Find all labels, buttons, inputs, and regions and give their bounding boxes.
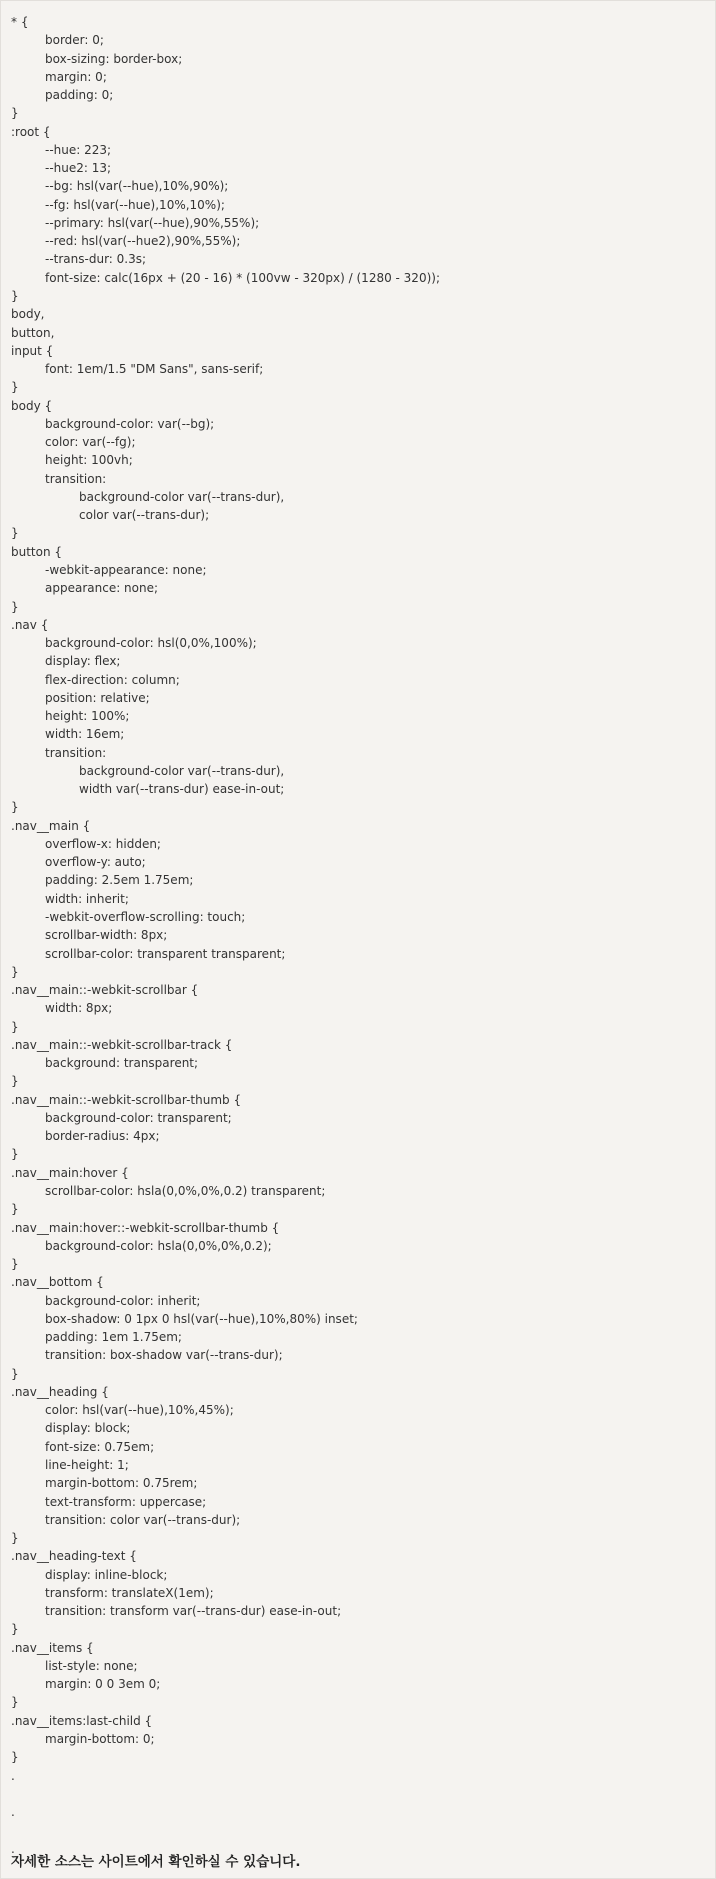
code-line: .nav { bbox=[11, 617, 49, 632]
code-line: :root { bbox=[11, 124, 51, 139]
code-line: transition: bbox=[45, 745, 107, 760]
code-line: } bbox=[11, 1750, 19, 1765]
code-line: scrollbar-width: 8px; bbox=[45, 928, 168, 943]
code-line: } bbox=[11, 964, 19, 979]
code-line: } bbox=[11, 1531, 19, 1546]
code-line bbox=[11, 1821, 701, 1839]
code-line: background-color var(--trans-dur), bbox=[79, 489, 285, 504]
code-line: margin: 0; bbox=[45, 69, 107, 84]
code-line: --hue2: 13; bbox=[45, 161, 112, 176]
code-line: transition: color var(--trans-dur); bbox=[45, 1512, 241, 1527]
code-line: --fg: hsl(var(--hue),10%,10%); bbox=[45, 197, 225, 212]
code-line: .nav__heading { bbox=[11, 1384, 109, 1399]
code-line: button, bbox=[11, 325, 55, 340]
code-line: padding: 1em 1.75em; bbox=[45, 1330, 182, 1345]
code-line: } bbox=[11, 1622, 19, 1637]
code-line: } bbox=[11, 800, 19, 815]
code-line: --primary: hsl(var(--hue),90%,55%); bbox=[45, 215, 260, 230]
code-line: margin: 0 0 3em 0; bbox=[45, 1677, 161, 1692]
code-line: color var(--trans-dur); bbox=[79, 508, 210, 523]
code-line: } bbox=[11, 1202, 19, 1217]
code-line: button { bbox=[11, 544, 63, 559]
code-line: body, bbox=[11, 307, 45, 322]
code-line: } bbox=[11, 380, 19, 395]
code-line: font-size: calc(16px + (20 - 16) * (100vw - 320px) / (1280 - 320)); bbox=[45, 270, 440, 285]
code-line: --red: hsl(var(--hue2),90%,55%); bbox=[45, 234, 241, 249]
code-line: } bbox=[11, 1074, 19, 1089]
code-line: .nav__main { bbox=[11, 818, 91, 833]
code-line: } bbox=[11, 1257, 19, 1272]
code-line bbox=[11, 1785, 701, 1803]
code-line: font: 1em/1.5 "DM Sans", sans-serif; bbox=[45, 362, 264, 377]
code-line: } bbox=[11, 1147, 19, 1162]
code-line: height: 100%; bbox=[45, 709, 130, 724]
code-line: background-color: transparent; bbox=[45, 1110, 232, 1125]
code-line: } bbox=[11, 1019, 19, 1034]
code-line: . bbox=[11, 1768, 15, 1783]
code-line: border-radius: 4px; bbox=[45, 1129, 160, 1144]
code-line: .nav__main::-webkit-scrollbar-track { bbox=[11, 1037, 233, 1052]
code-line: position: relative; bbox=[45, 690, 150, 705]
code-line: } bbox=[11, 1695, 19, 1710]
code-line: } bbox=[11, 1366, 19, 1381]
code-line: scrollbar-color: hsla(0,0%,0%,0.2) transparent; bbox=[45, 1184, 326, 1198]
footer-note: 자세한 소스는 사이트에서 확인하실 수 있습니다. bbox=[11, 1854, 301, 1870]
code-line: --trans-dur: 0.3s; bbox=[45, 252, 147, 267]
code-line: box-shadow: 0 1px 0 hsl(var(--hue),10%,80%) inset; bbox=[45, 1311, 358, 1326]
code-line: } bbox=[11, 526, 19, 541]
code-line: background: transparent; bbox=[45, 1056, 199, 1071]
code-line: appearance: none; bbox=[45, 581, 159, 596]
code-line: display: block; bbox=[45, 1421, 131, 1436]
code-line: } bbox=[11, 106, 19, 121]
code-line: input { bbox=[11, 343, 54, 358]
code-line: border: 0; bbox=[45, 33, 104, 48]
code-line: body { bbox=[11, 398, 53, 413]
code-line: background-color: inherit; bbox=[45, 1293, 201, 1308]
code-line: .nav__main::-webkit-scrollbar { bbox=[11, 983, 199, 998]
code-line: transition: bbox=[45, 471, 107, 486]
code-line: background-color: hsla(0,0%,0%,0.2); bbox=[45, 1238, 272, 1253]
code-line: color: var(--fg); bbox=[45, 435, 136, 450]
code-line: .nav__items { bbox=[11, 1640, 94, 1655]
code-line: line-height: 1; bbox=[45, 1457, 129, 1472]
code-line: . bbox=[11, 1841, 15, 1856]
code-line: .nav__heading-text { bbox=[11, 1549, 137, 1564]
code-line: margin-bottom: 0.75rem; bbox=[45, 1476, 198, 1491]
code-line: .nav__bottom { bbox=[11, 1275, 104, 1290]
code-line: } bbox=[11, 599, 19, 614]
code-line: flex-direction: column; bbox=[45, 672, 180, 687]
code-line: --bg: hsl(var(--hue),10%,90%); bbox=[45, 179, 229, 194]
code-line: .nav__items:last-child { bbox=[11, 1713, 153, 1728]
code-line: transition: transform var(--trans-dur) ease-in-out; bbox=[45, 1604, 342, 1619]
code-line: width var(--trans-dur) ease-in-out; bbox=[79, 782, 285, 797]
code-line: background-color: hsl(0,0%,100%); bbox=[45, 636, 257, 651]
code-line: list-style: none; bbox=[45, 1658, 138, 1673]
code-line: width: 8px; bbox=[45, 1001, 113, 1016]
code-line: -webkit-appearance: none; bbox=[45, 562, 207, 577]
code-line: width: 16em; bbox=[45, 727, 125, 742]
code-line: background-color var(--trans-dur), bbox=[79, 763, 285, 778]
code-line: color: hsl(var(--hue),10%,45%); bbox=[45, 1403, 234, 1418]
code-line: --hue: 223; bbox=[45, 142, 112, 157]
code-line: .nav__main:hover::-webkit-scrollbar-thumb { bbox=[11, 1220, 280, 1235]
code-line: font-size: 0.75em; bbox=[45, 1439, 155, 1454]
code-line: . bbox=[11, 1805, 15, 1820]
code-line: } bbox=[11, 288, 19, 303]
code-line: padding: 0; bbox=[45, 88, 114, 103]
code-line: scrollbar-color: transparent transparent; bbox=[45, 946, 286, 961]
code-line: transform: translateX(1em); bbox=[45, 1585, 214, 1600]
code-line: transition: box-shadow var(--trans-dur); bbox=[45, 1348, 283, 1363]
code-line: background-color: var(--bg); bbox=[45, 416, 215, 431]
code-line: text-transform: uppercase; bbox=[45, 1494, 207, 1509]
code-line: margin-bottom: 0; bbox=[45, 1731, 155, 1746]
code-line: .nav__main:hover { bbox=[11, 1165, 129, 1180]
code-line: padding: 2.5em 1.75em; bbox=[45, 873, 194, 888]
code-line: width: inherit; bbox=[45, 891, 129, 906]
code-line: -webkit-overflow-scrolling: touch; bbox=[45, 910, 246, 925]
code-line: overflow-x: hidden; bbox=[45, 836, 161, 851]
code-line: .nav__main::-webkit-scrollbar-thumb { bbox=[11, 1092, 242, 1107]
code-block bbox=[11, 13, 701, 1858]
code-line: box-sizing: border-box; bbox=[45, 51, 183, 66]
code-line: overflow-y: auto; bbox=[45, 855, 146, 870]
code-line: display: inline-block; bbox=[45, 1567, 168, 1582]
code-line: * { bbox=[11, 15, 29, 29]
code-line: display: flex; bbox=[45, 654, 121, 669]
code-line: height: 100vh; bbox=[45, 453, 133, 468]
